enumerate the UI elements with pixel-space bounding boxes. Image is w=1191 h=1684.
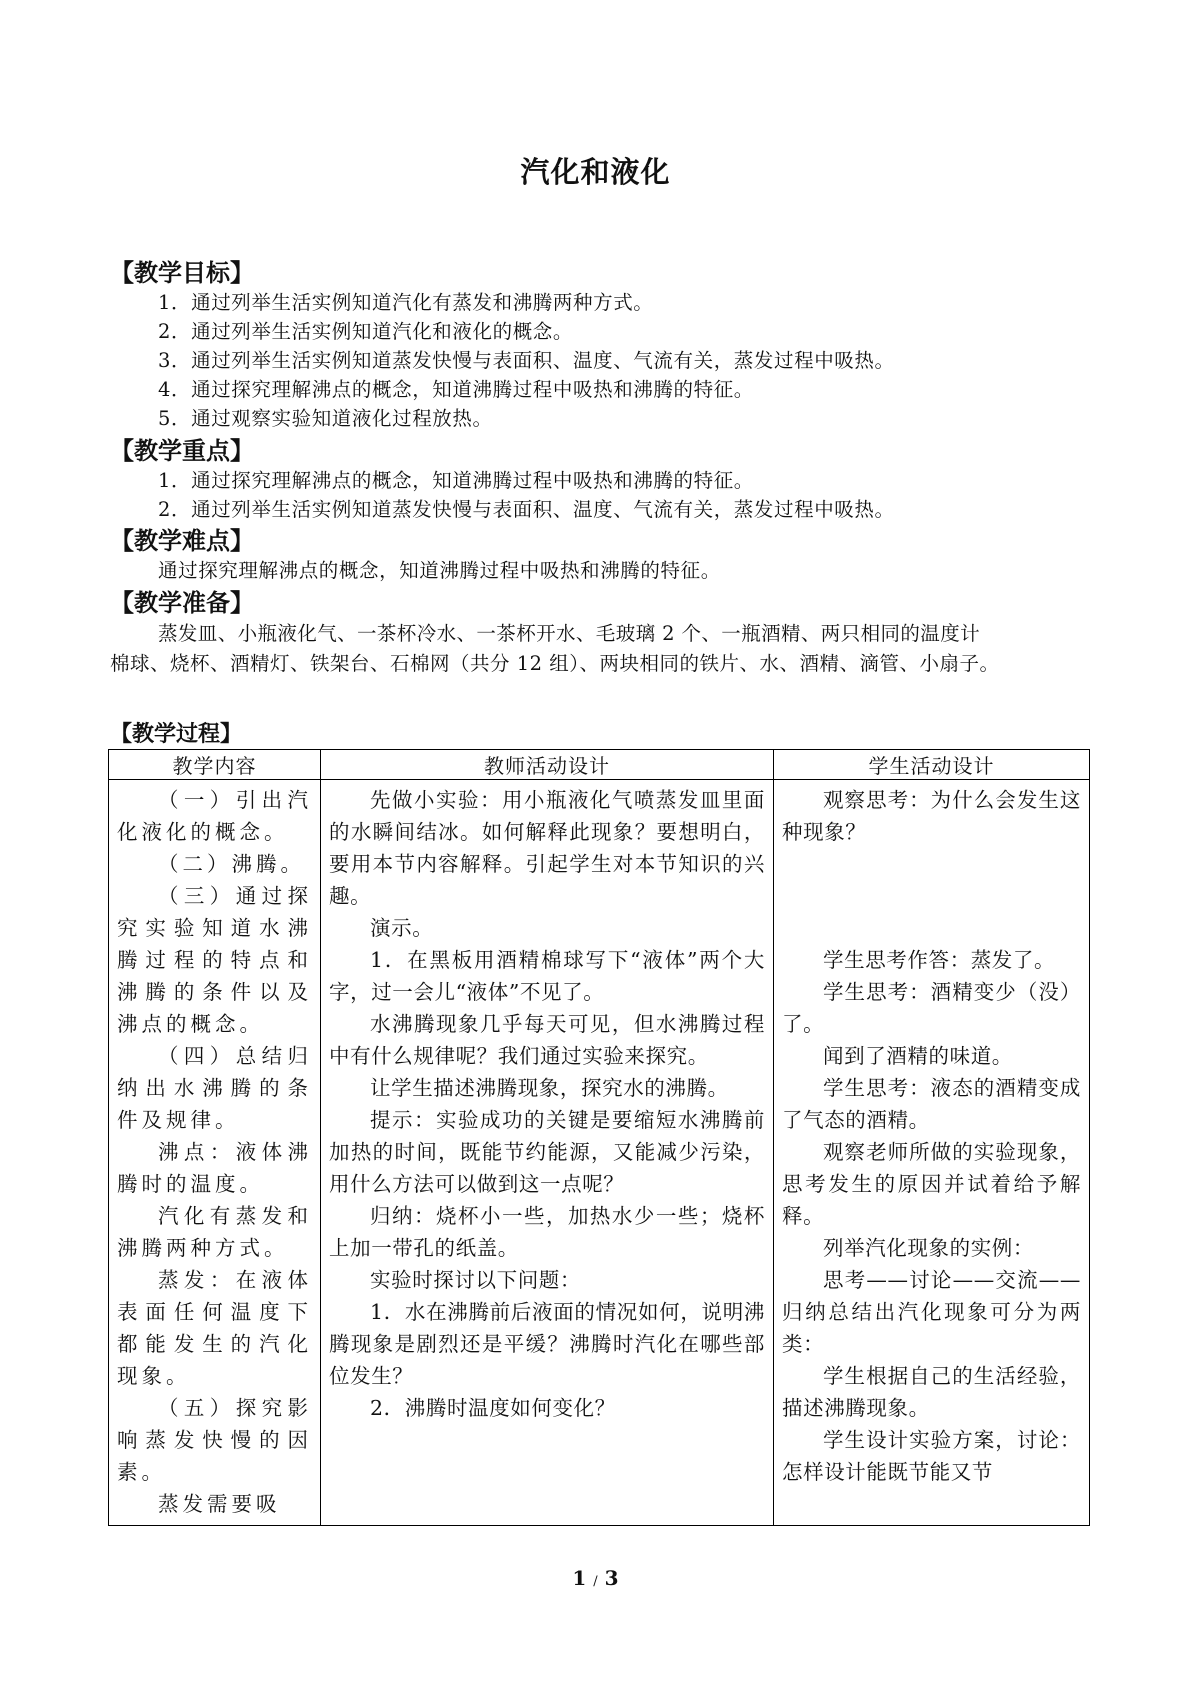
list-item: 学生思考：酒精变少（没）了。 [782,980,1081,1036]
column-header: 教师活动设计 [321,750,774,780]
section-heading-process: 【教学过程】 [110,721,243,747]
list-item: 学生根据自己的生活经验，描述沸腾现象。 [782,1364,1081,1420]
page-number [0,1566,1191,1590]
goal-item: 5．通过观察实验知道液化过程放热。 [158,407,493,430]
column-header: 教学内容 [109,750,321,780]
list-item: 列举汽化现象的实例： [823,1236,1034,1260]
list-item [782,912,1081,944]
list-item: 先做小实验：用小瓶液化气喷蒸发皿里面的水瞬间结冰。如何解释此现象？要想明白，要用本节内容解释。引起学生对本节知识的兴趣。 [329,788,765,908]
goal-item: 3．通过列举生活实例知道蒸发快慢与表面积、温度、气流有关，蒸发过程中吸热。 [158,349,895,372]
list-item: 提示：实验成功的关键是要缩短水沸腾前加热的时间，既能节约能源，又能减少污染，用什么方法可以做到这一点呢？ [329,1108,765,1196]
column-header: 学生活动设计 [774,750,1090,780]
list-item: 学生设计实验方案，讨论：怎样设计能既节能又节 [782,1428,1081,1484]
difficulty-text: 通过探究理解沸点的概念，知道沸腾过程中吸热和沸腾的特征。 [158,559,721,582]
teacher-activity-cell [321,780,774,1526]
page-total: 3 [604,1566,619,1590]
content-cell [109,780,321,1526]
list-item: （三）通过探究实验知道水沸腾过程的特点和沸腾的条件以及沸点的概念。 [117,884,312,1036]
list-item [782,848,1081,880]
list-item [782,880,1081,912]
list-item: （一）引出汽化液化的概念。 [117,788,312,844]
section-heading-goals: 【教学目标】 [110,258,254,287]
list-item: 闻到了酒精的味道。 [823,1044,1013,1068]
section-heading-key-points: 【教学重点】 [110,436,254,465]
table-header-row [109,750,1090,780]
list-item: 蒸发：在液体表面任何温度下都能发生的汽化现象。 [117,1268,312,1388]
list-item: 观察思考：为什么会发生这种现象？ [782,788,1081,844]
list-item: 蒸发需要吸 [158,1492,281,1516]
list-item: 实验时探讨以下问题： [370,1268,581,1292]
list-item: 2．沸腾时温度如何变化？ [370,1396,616,1420]
goal-item: 4．通过探究理解沸点的概念，知道沸腾过程中吸热和沸腾的特征。 [158,378,754,401]
list-item: 汽化有蒸发和沸腾两种方式。 [117,1204,312,1260]
student-activity-cell [774,780,1090,1526]
goal-item: 1．通过列举生活实例知道汽化有蒸发和沸腾两种方式。 [158,291,654,314]
list-item: 归纳：烧杯小一些，加热水少一些；烧杯上加一带孔的纸盖。 [329,1204,765,1260]
key-point-item: 2．通过列举生活实例知道蒸发快慢与表面积、温度、气流有关，蒸发过程中吸热。 [158,498,895,521]
teaching-process-table [108,749,1090,1526]
preparation-line: 棉球、烧杯、酒精灯、铁架台、石棉网（共分 12 组）、两块相同的铁片、水、酒精、滴管、小扇子。 [110,652,1000,675]
key-point-item: 1．通过探究理解沸点的概念，知道沸腾过程中吸热和沸腾的特征。 [158,469,754,492]
document-title: 汽化和液化 [520,155,671,189]
goal-item: 2．通过列举生活实例知道汽化和液化的概念。 [158,320,574,343]
list-item: 沸点：液体沸腾时的温度。 [117,1140,312,1196]
table-row [109,780,1090,1526]
list-item: （四）总结归纳出水沸腾的条件及规律。 [117,1044,312,1132]
list-item: 让学生描述沸腾现象，探究水的沸腾。 [370,1076,729,1100]
list-item: 思考——讨论——交流——归纳总结出汽化现象可分为两类： [782,1268,1081,1356]
list-item: 水沸腾现象几乎每天可见，但水沸腾过程中有什么规律呢？我们通过实验来探究。 [329,1012,765,1068]
list-item: （二）沸腾。 [158,852,305,876]
list-item: 学生思考：液态的酒精变成了气态的酒精。 [782,1076,1081,1132]
preparation-line: 蒸发皿、小瓶液化气、一茶杯冷水、一茶杯开水、毛玻璃 2 个、一瓶酒精、两只相同的温度计 [158,622,981,645]
list-item: 演示。 [370,916,434,940]
list-item: 1．在黑板用酒精棉球写下“液体”两个大字，过一会儿“液体”不见了。 [329,948,765,1004]
page-separator: / [593,1574,598,1589]
list-item: 1．水在沸腾前后液面的情况如何，说明沸腾现象是剧烈还是平缓？沸腾时汽化在哪些部位发生？ [329,1300,765,1388]
list-item: （五）探究影响蒸发快慢的因素。 [117,1396,312,1484]
page-current: 1 [572,1566,587,1590]
section-heading-preparation: 【教学准备】 [110,588,254,617]
list-item: 观察老师所做的实验现象，思考发生的原因并试着给予解释。 [782,1140,1081,1228]
section-heading-difficulty: 【教学难点】 [110,526,254,555]
list-item: 学生思考作答：蒸发了。 [823,948,1056,972]
